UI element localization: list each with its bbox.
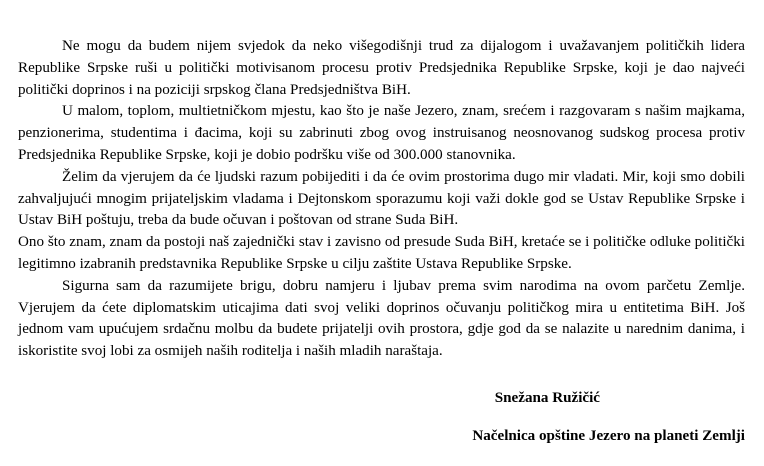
body-paragraph: Ono što znam, znam da postoji naš zajednički stav i zavisno od presude Suda BiH, kretaće se i političke odluke politički legitimno izabranih predstavnika Republike Srpske u cilju zaštite Ustava Republike Srpske. (18, 234, 745, 272)
body-paragraph: Ne mogu da budem nijem svjedok da neko višegodišnji trud za dijalogom i uvažavanjem političkih lidera Republike Srpske ruši u politički motivisanom procesu protiv Predsjednika Republike Srpske, koji je dao najveći politički doprinos i na poziciji srpskog člana Predsjedništva BiH. (18, 38, 745, 98)
body-paragraph: Sigurna sam da razumijete brigu, dobru namjeru i ljubav prema svim narodima na ovom parčetu Zemlje. Vjerujem da ćete diplomatskim uticajima dati svoj veliki doprinos očuvanju političkog mira u entitetima BiH. Još jednom vam upućujem srdačnu molbu da budete prijatelji ovih prostora, gdje god da se nalazite u narednim danima, i iskoristite svoj lobi za osmijeh naših roditelja i naših mladih naraštaja. (18, 277, 745, 360)
body-paragraph: Želim da vjerujem da će ljudski razum pobijediti i da će ovim prostorima dugo mir vladati. Mir, koji smo dobili zahvaljujući mnogim prijateljskim vladama i Dejtonskom sporazumu koji važi dokle god se Ustav Republike Srpske i Ustav BiH poštuju, treba da bude očuvan i poštovan od strane Suda BiH. (18, 168, 745, 229)
letter-body (18, 36, 745, 363)
body-paragraph: U malom, toplom, multietničkom mjestu, kao što je naše Jezero, znam, srećem i razgovaram s našim majkama, penzionerima, studentima i đacima, koji su zabrinuti zbog ovog instruisanog neosnovanog sudskog procesa protiv Predsjednika Republike Srpske, koji je dobio podršku više od 300.000 stanovnika. (18, 103, 745, 163)
signature-block (18, 388, 745, 448)
signature-title: Načelnica opštine Jezero na planeti Zemlji (472, 427, 745, 444)
signature-name: Snežana Ružičić (494, 390, 600, 406)
